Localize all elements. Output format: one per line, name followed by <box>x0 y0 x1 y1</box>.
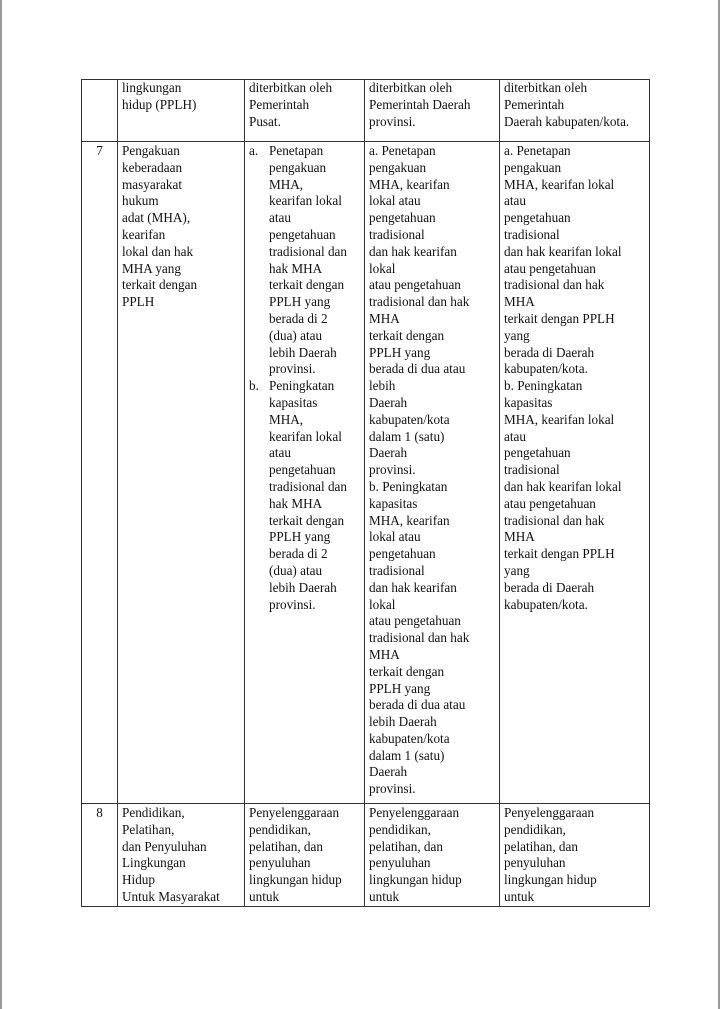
list-item-body <box>269 378 347 613</box>
cell-text-line: lebih Daerah <box>269 579 337 595</box>
cell-text-line: provinsi. <box>369 781 416 797</box>
cell-text-line: berada di dua atau <box>369 697 466 713</box>
central-government-cell <box>245 142 365 804</box>
cell-text-line: MHA, kearifan <box>369 176 450 192</box>
row-number: 7 <box>82 142 118 804</box>
cell-text-line: atau pengetahuan <box>504 260 596 276</box>
cell-text-line: pelatihan, dan <box>504 838 578 854</box>
cell-text-line: MHA <box>369 646 400 662</box>
cell-text-line: provinsi. <box>269 596 316 612</box>
cell-text-line: Daerah <box>369 445 408 461</box>
list-item <box>249 143 362 378</box>
cell-text-line: kabupaten/kota. <box>504 596 588 612</box>
cell-text-line: untuk <box>249 888 280 904</box>
cell-text-line: Peningkatan <box>269 378 335 394</box>
row-number <box>82 80 118 142</box>
cell-text-line: berada di dua atau <box>369 361 466 377</box>
cell-text-line: terkait dengan PPLH <box>504 310 615 326</box>
cell-text-line: hak MHA <box>269 260 323 276</box>
cell-text-line: terkait dengan <box>269 277 345 293</box>
cell-text-line: MHA, <box>269 176 304 192</box>
cell-text-line: PPLH yang <box>269 294 331 310</box>
cell-text-line: terkait dengan PPLH <box>504 546 615 562</box>
cell-text-line: untuk <box>369 888 400 904</box>
cell-text-line: Penyelenggaraan <box>249 805 340 820</box>
cell-text-line: MHA, kearifan <box>369 512 450 528</box>
cell-text-line: tradisional <box>369 562 425 578</box>
cell-text-line: lebih Daerah <box>369 714 437 730</box>
cell-text-line: Pengakuan <box>122 143 180 158</box>
cell-text-line: MHA <box>369 310 400 326</box>
provincial-government-cell <box>365 80 500 142</box>
cell-text-line: pengetahuan <box>369 210 436 226</box>
cell-text-line: dalam 1 (satu) <box>369 747 445 763</box>
cell-text-line: diterbitkan oleh <box>504 80 588 95</box>
topic-cell <box>118 142 245 804</box>
cell-text-line: PPLH yang <box>269 529 331 545</box>
cell-text-line: berada di Daerah <box>504 344 595 360</box>
cell-text-line: berada di 2 <box>269 546 328 562</box>
cell-text-line: Pelatihan, <box>122 821 175 837</box>
table-row <box>82 804 650 907</box>
list-item <box>249 378 362 613</box>
cell-text-line: tradisional <box>369 226 425 242</box>
cell-text-line: pengakuan <box>504 159 562 175</box>
cell-text-line: MHA <box>504 294 535 310</box>
cell-text-line: atau <box>269 445 291 461</box>
cell-text-line: atau pengetahuan <box>504 495 596 511</box>
cell-text-line: pendidikan, <box>504 821 566 837</box>
cell-text-line: adat (MHA), <box>122 210 191 226</box>
cell-text-line: kapasitas <box>369 495 418 511</box>
cell-text-line: Pusat. <box>249 113 281 129</box>
cell-text-line: kabupaten/kota <box>369 730 450 746</box>
cell-text-line: PPLH yang <box>369 680 431 696</box>
cell-text-line: diterbitkan oleh <box>249 80 333 95</box>
topic-cell <box>118 804 245 907</box>
cell-text-line: tradisional dan hak <box>369 294 470 310</box>
cell-text-line: atau <box>504 428 526 444</box>
cell-text-line: kearifan lokal <box>269 428 342 444</box>
central-government-cell <box>245 804 365 907</box>
cell-text-line: yang <box>504 327 530 343</box>
cell-text-line: Pemerintah <box>504 96 565 112</box>
cell-text-line: kabupaten/kota. <box>504 361 588 377</box>
cell-text-line: Penyelenggaraan <box>369 805 460 820</box>
cell-text-line: tradisional dan hak <box>369 630 470 646</box>
cell-text-line: provinsi. <box>269 361 316 377</box>
cell-text-line: tradisional dan <box>269 478 348 494</box>
cell-text-line: lebih <box>369 378 396 394</box>
table-row <box>82 142 650 804</box>
cell-text-line: MHA, <box>269 411 304 427</box>
cell-text-line: lokal <box>369 260 396 276</box>
cell-text-line: kapasitas <box>504 394 553 410</box>
cell-text-line: kapasitas <box>269 394 318 410</box>
cell-text-line: atau pengetahuan <box>369 613 461 629</box>
cell-text-line: tradisional dan <box>269 243 348 259</box>
provincial-government-cell <box>365 142 500 804</box>
cell-text-line: MHA yang <box>122 260 181 276</box>
cell-text-line: pengetahuan <box>269 226 336 242</box>
cell-text-line: dan hak kearifan <box>369 579 457 595</box>
cell-text-line: PPLH yang <box>369 344 431 360</box>
cell-text-line: tradisional dan hak <box>504 277 605 293</box>
cell-text-line: Penetapan <box>269 143 324 158</box>
table-row <box>82 80 650 142</box>
cell-text-line: atau <box>504 193 526 209</box>
cell-text-line: hidup (PPLH) <box>122 96 197 112</box>
cell-text-line: Daerah kabupaten/kota. <box>504 113 630 129</box>
cell-text-line: Lingkungan <box>122 855 186 871</box>
cell-text-line: terkait dengan <box>369 663 445 679</box>
cell-text-line: hak MHA <box>269 495 323 511</box>
cell-text-line: keberadaan <box>122 159 183 175</box>
cell-text-line: masyarakat <box>122 176 183 192</box>
cell-text-line: MHA, kearifan lokal <box>504 176 615 192</box>
cell-text-line: pelatihan, dan <box>249 838 323 854</box>
cell-text-line: Hidup <box>122 872 155 888</box>
cell-text-line: b. Peningkatan <box>504 378 583 394</box>
cell-text-line: lingkungan hidup <box>504 872 597 888</box>
cell-text-line: lingkungan hidup <box>249 872 342 888</box>
cell-text-line: MHA <box>504 529 535 545</box>
cell-text-line: hukum <box>122 193 159 209</box>
cell-text-line: MHA, kearifan lokal <box>504 411 615 427</box>
cell-text-line: pendidikan, <box>369 821 431 837</box>
cell-text-line: provinsi. <box>369 462 416 478</box>
item-list <box>249 143 362 613</box>
cell-text-line: tradisional dan hak <box>504 512 605 528</box>
cell-text-line: (dua) atau <box>269 562 323 578</box>
cell-text-line: PPLH <box>122 294 155 310</box>
cell-text-line: tradisional <box>504 226 560 242</box>
cell-text-line: penyuluhan <box>369 855 431 871</box>
cell-text-line: Daerah <box>369 764 408 780</box>
cell-text-line: lebih Daerah <box>269 344 337 360</box>
cell-text-line: lingkungan hidup <box>369 872 462 888</box>
page-edge-left <box>0 0 2 1009</box>
cell-text-line: dan Penyuluhan <box>122 838 207 854</box>
cell-text-line: lokal dan hak <box>122 243 194 259</box>
cell-text-line: dalam 1 (satu) <box>369 428 445 444</box>
cell-text-line: penyuluhan <box>249 855 311 871</box>
cell-text-line: yang <box>504 562 530 578</box>
cell-text-line: Pendidikan, <box>122 805 185 820</box>
cell-text-line: pengakuan <box>369 159 427 175</box>
regency-city-government-cell <box>500 80 650 142</box>
cell-text-line: lokal atau <box>369 529 421 545</box>
cell-text-line: diterbitkan oleh <box>369 80 453 95</box>
cell-text-line: Pemerintah <box>249 96 310 112</box>
cell-text-line: provinsi. <box>369 113 416 129</box>
cell-text-line: pengetahuan <box>269 462 336 478</box>
cell-text-line: pengetahuan <box>504 210 571 226</box>
regency-city-government-cell <box>500 804 650 907</box>
cell-text-line: terkait dengan <box>369 327 445 343</box>
cell-text-line: terkait dengan <box>269 512 345 528</box>
cell-text-line: dan hak kearifan lokal <box>504 243 622 259</box>
cell-text-line: a. Penetapan <box>369 143 436 158</box>
cell-text-line: a. Penetapan <box>504 143 571 158</box>
provincial-government-cell <box>365 804 500 907</box>
cell-text-line: atau pengetahuan <box>369 277 461 293</box>
cell-text-line: Penyelenggaraan <box>504 805 595 820</box>
cell-text-line: kearifan lokal <box>269 193 342 209</box>
list-item-body <box>269 143 347 378</box>
cell-text-line: Pemerintah Daerah <box>369 96 471 112</box>
cell-text-line: pelatihan, dan <box>369 838 443 854</box>
cell-text-line: untuk <box>504 888 535 904</box>
authority-table <box>81 79 650 907</box>
topic-cell <box>118 80 245 142</box>
cell-text-line: Daerah <box>369 394 408 410</box>
central-government-cell <box>245 80 365 142</box>
cell-text-line: (dua) atau <box>269 327 323 343</box>
cell-text-line: terkait dengan <box>122 277 198 293</box>
cell-text-line: b. Peningkatan <box>369 478 448 494</box>
cell-text-line: Untuk Masyarakat <box>122 888 220 904</box>
cell-text-line: atau <box>269 210 291 226</box>
cell-text-line: lokal <box>369 596 396 612</box>
cell-text-line: berada di 2 <box>269 310 328 326</box>
cell-text-line: lingkungan <box>122 80 182 95</box>
cell-text-line: tradisional <box>504 462 560 478</box>
list-marker: b. <box>249 378 259 394</box>
cell-text-line: pengakuan <box>269 159 327 175</box>
cell-text-line: kearifan <box>122 226 166 242</box>
regency-city-government-cell <box>500 142 650 804</box>
cell-text-line: pendidikan, <box>249 821 311 837</box>
cell-text-line: lokal atau <box>369 193 421 209</box>
cell-text-line: berada di Daerah <box>504 579 595 595</box>
cell-text-line: pengetahuan <box>504 445 571 461</box>
list-marker: a. <box>249 143 259 158</box>
row-number: 8 <box>82 804 118 907</box>
cell-text-line: dan hak kearifan <box>369 243 457 259</box>
cell-text-line: dan hak kearifan lokal <box>504 478 622 494</box>
cell-text-line: kabupaten/kota <box>369 411 450 427</box>
cell-text-line: pengetahuan <box>369 546 436 562</box>
cell-text-line: penyuluhan <box>504 855 566 871</box>
